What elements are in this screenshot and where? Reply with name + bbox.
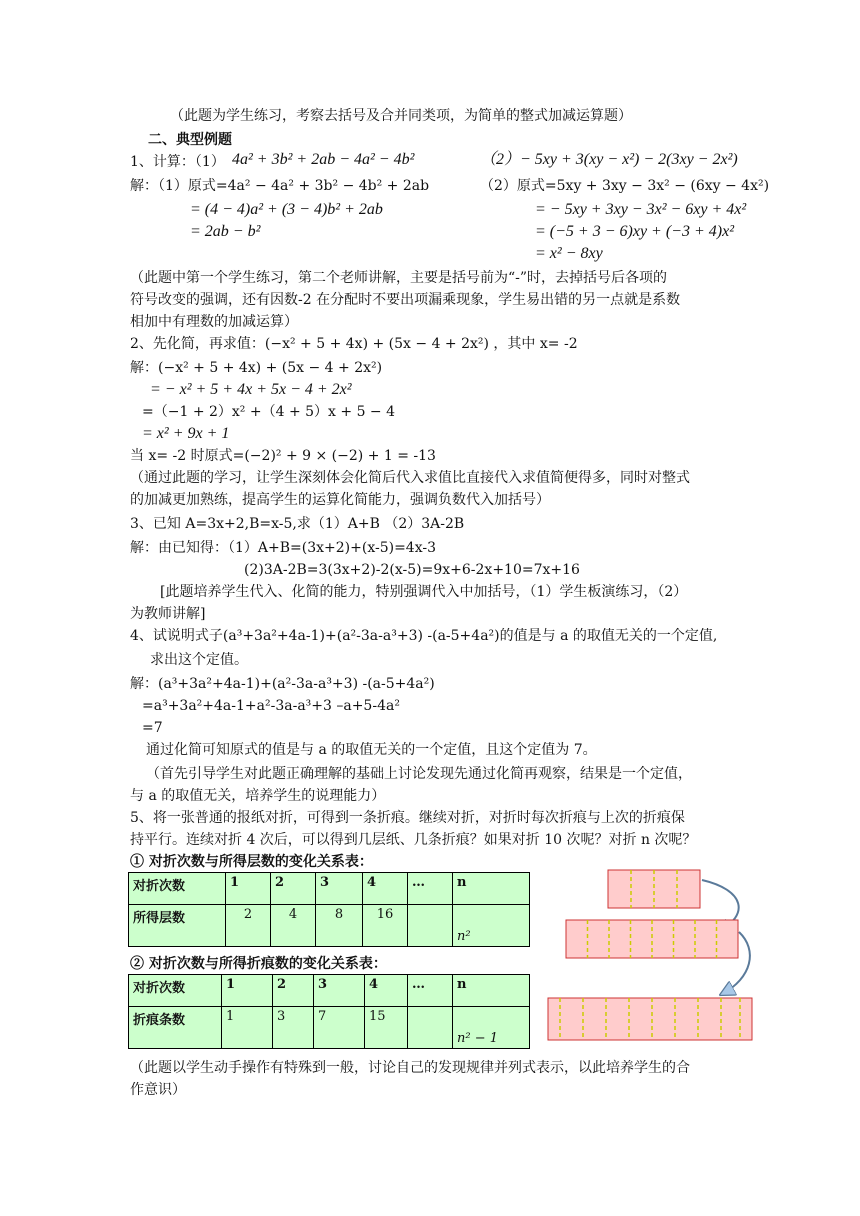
q1-note-line3: 相加中有理数的加减运算） [130,314,298,330]
q1-expr1: 4a² + 3b² + 2ab − 4a² − 4b² [232,151,415,168]
q5-note-line2: 作意识） [130,1082,186,1098]
q5-note-line1: （此题以学生动手操作有特殊到一般，讨论自己的发现规律并列式表示，以此培养学生的合 [130,1060,690,1076]
q1-sol1-line2: = (4 − 4)a² + (3 − 4)b² + 2ab [190,201,383,218]
table-cell: 折痕条数 [129,1007,222,1049]
q3-note-line1: [此题培养学生代入、化简的能力，特别强调代入中加括号，（1）学生板演练习，（2） [160,584,688,600]
q1-label: 1、计算：（1） [130,154,225,170]
table-cell: 对折次数 [129,975,222,1007]
q3-line: 3、已知 A=3x+2,B=x-5,求（1）A+B （2）3A-2B [130,516,465,532]
table-cell: 16 [363,905,408,947]
q4-line1: 4、试说明式子(a³+3a²+4a-1)+(a²-3a-a³+3) -(a-5+4a²)的值是与 a 的取值无关的一个定值, [130,628,718,644]
q1-sol1-line3: = 2ab − b² [190,223,261,240]
table-cell: 3 [314,975,365,1007]
q4-line2: 求出这个定值。 [150,652,248,668]
table-cell: n [453,873,530,905]
table-cell: 1 [222,975,273,1007]
table1-title: ① 对折次数与所得层数的变化关系表： [130,854,373,870]
table-cell: 7 [314,1007,365,1049]
table-cell: 2 [271,873,316,905]
layers-table [128,872,530,947]
q1-sol2-line4: = x² − 8xy [535,245,603,262]
q1-note-line1: （此题中第一个学生练习，第二个老师讲解，主要是括号前为“-”时，去掉括号后各项的 [130,270,668,286]
q2-note-line2: 的加减更加熟练，提高学生的运算化简能力，强调负数代入加括号） [130,492,550,508]
table2-title: ② 对折次数与所得折痕数的变化关系表： [130,956,387,972]
q3-step2: (2)3A-2B=3(3x+2)-2(x-5)=9x+6-2x+10=7x+16 [244,562,580,578]
table-cell: 1 [226,873,271,905]
q2-step1: 解：(−x² + 5 + 4x) + (5x − 4 + 2x²) [130,360,383,376]
table-cell: 8 [316,905,363,947]
q1-sol2-line3: = (−5 + 3 − 6)xy + (−3 + 4)x² [535,223,734,240]
table-cell: n² − 1 [453,1007,530,1049]
table-cell [408,1007,453,1049]
q2-line: 2、先化简，再求值：(−x² + 5 + 4x) + (5x − 4 + 2x²) ，其中 x= -2 [130,336,578,352]
table-cell: n² [453,905,530,947]
q4-step4: 通过化简可知原式的值是与 a 的取值无关的一个定值，且这个定值为 7。 [146,742,597,758]
table-cell: … [408,975,453,1007]
section-title: 二、典型例题 [148,132,232,148]
q1-note-line2: 符号改变的强调，还有因数-2 在分配时不要出项漏乘现象，学生易出错的另一点就是系数 [130,292,681,308]
q4-note-line1: （首先引导学生对此题正确理解的基础上讨论发现先通过化简再观察，结果是一个定值， [146,766,692,782]
table-cell: 4 [363,873,408,905]
table-cell: 2 [226,905,271,947]
q1-expr2: （2）− 5xy + 3(xy − x²) − 2(3xy − 2x²) [480,151,738,168]
q5-line2: 持平行。连续对折 4 次后，可以得到几层纸、几条折痕？如果对折 10 次呢？对折 n 次呢？ [130,832,697,848]
q1-sol2-line1: （2）原式=5xy + 3xy − 3x² − (6xy − 4x²) [480,178,770,194]
table-cell: 4 [365,975,408,1007]
q2-step5: 当 x= -2 时原式=(−2)² + 9 × (−2) + 1 = -13 [130,448,436,464]
q2-step3: =（−1 + 2）x² +（4 + 5）x + 5 − 4 [142,404,396,420]
q2-step2: = − x² + 5 + 4x + 5x − 4 + 2x² [150,381,352,398]
layers-table-value-row [129,905,530,947]
table-cell: 3 [316,873,363,905]
q4-step3: =7 [142,720,163,736]
q5-line1: 5、将一张普通的报纸对折，可得到一条折痕。继续对折，对折时每次折痕与上次的折痕保 [130,810,685,826]
table-cell: 所得层数 [129,905,226,947]
intro-note: （此题为学生练习，考察去括号及合并同类项，为简单的整式加减运算题） [170,108,632,124]
table-cell: 15 [365,1007,408,1049]
q4-step2: =a³+3a²+4a-1+a²-3a-a³+3 –a+5-4a² [142,698,400,714]
table-cell: 3 [273,1007,314,1049]
q2-step4: = x² + 9x + 1 [142,425,230,442]
folded-paper-medium [566,920,738,958]
q1-sol1-line1: 解：（1）原式=4a² − 4a² + 3b² − 4b² + 2ab [130,178,430,194]
table-cell: 1 [222,1007,273,1049]
q4-step1: 解：(a³+3a²+4a-1)+(a²-3a-a³+3) -(a-5+4a²) [130,676,435,692]
q3-step1: 解：由已知得：（1）A+B=(3x+2)+(x-5)=4x-3 [130,540,436,556]
creases-table [128,974,530,1049]
table-cell [408,905,453,947]
table-cell: 2 [273,975,314,1007]
paper-folding-diagram [540,860,760,1060]
creases-table-value-row [129,1007,530,1049]
folded-paper-small [608,870,700,908]
q2-note-line1: （通过此题的学习，让学生深刻体会化简后代入求值比直接代入求值简便得多，同时对整式 [130,470,690,486]
table-cell: n [453,975,530,1007]
q3-note-line2: 为教师讲解] [130,606,206,622]
creases-table-header-row [129,975,530,1007]
layers-table-header-row [129,873,530,905]
table-cell: … [408,873,453,905]
q1-sol2-line2: = − 5xy + 3xy − 3x² − 6xy + 4x² [535,201,747,218]
table-cell: 对折次数 [129,873,226,905]
table-cell: 4 [271,905,316,947]
q4-note-line2: 与 a 的取值无关，培养学生的说理能力） [130,788,386,804]
